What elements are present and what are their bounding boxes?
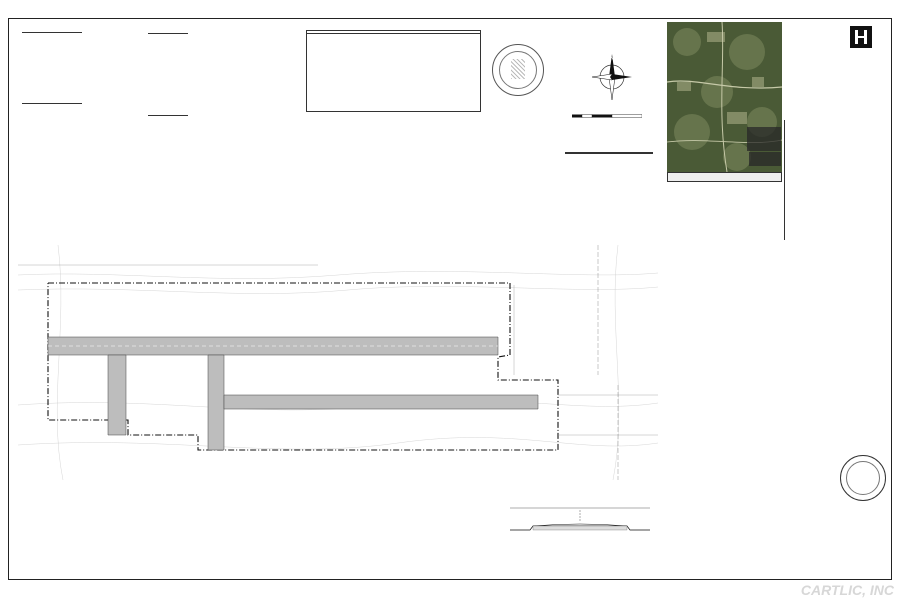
project-location-label: [747, 127, 781, 151]
cert-engineering: [22, 28, 142, 29]
engineer-seal: [492, 44, 544, 96]
graphic-scale-bar: [572, 114, 642, 119]
site-plan: [18, 245, 658, 480]
watermark-logo: CARTLIC, INC: [800, 582, 894, 598]
cert-owner: [148, 28, 276, 43]
site-plan-drawing: [18, 245, 658, 480]
svg-text:N: N: [610, 56, 614, 62]
vicinity-map-title: [667, 172, 782, 182]
legend-box: [306, 30, 481, 112]
setbacks-rows: [565, 152, 653, 154]
cert-prelim-approval: [148, 110, 276, 112]
cert-surveying: [22, 97, 147, 100]
vicinity-scale: [749, 152, 781, 166]
firm-info: [846, 52, 888, 54]
revision-block: [784, 120, 799, 240]
north-arrow-icon: [590, 52, 634, 102]
legal-description: [668, 200, 823, 202]
firm-logo-icon: [850, 26, 872, 48]
surveyor-seal: [840, 455, 886, 501]
vicinity-map: [667, 22, 782, 172]
street-section: [505, 500, 655, 568]
title-block: [838, 255, 890, 395]
setbacks-table: [565, 152, 653, 154]
graphic-scale: [572, 106, 642, 124]
street-section-drawing: [505, 500, 655, 548]
